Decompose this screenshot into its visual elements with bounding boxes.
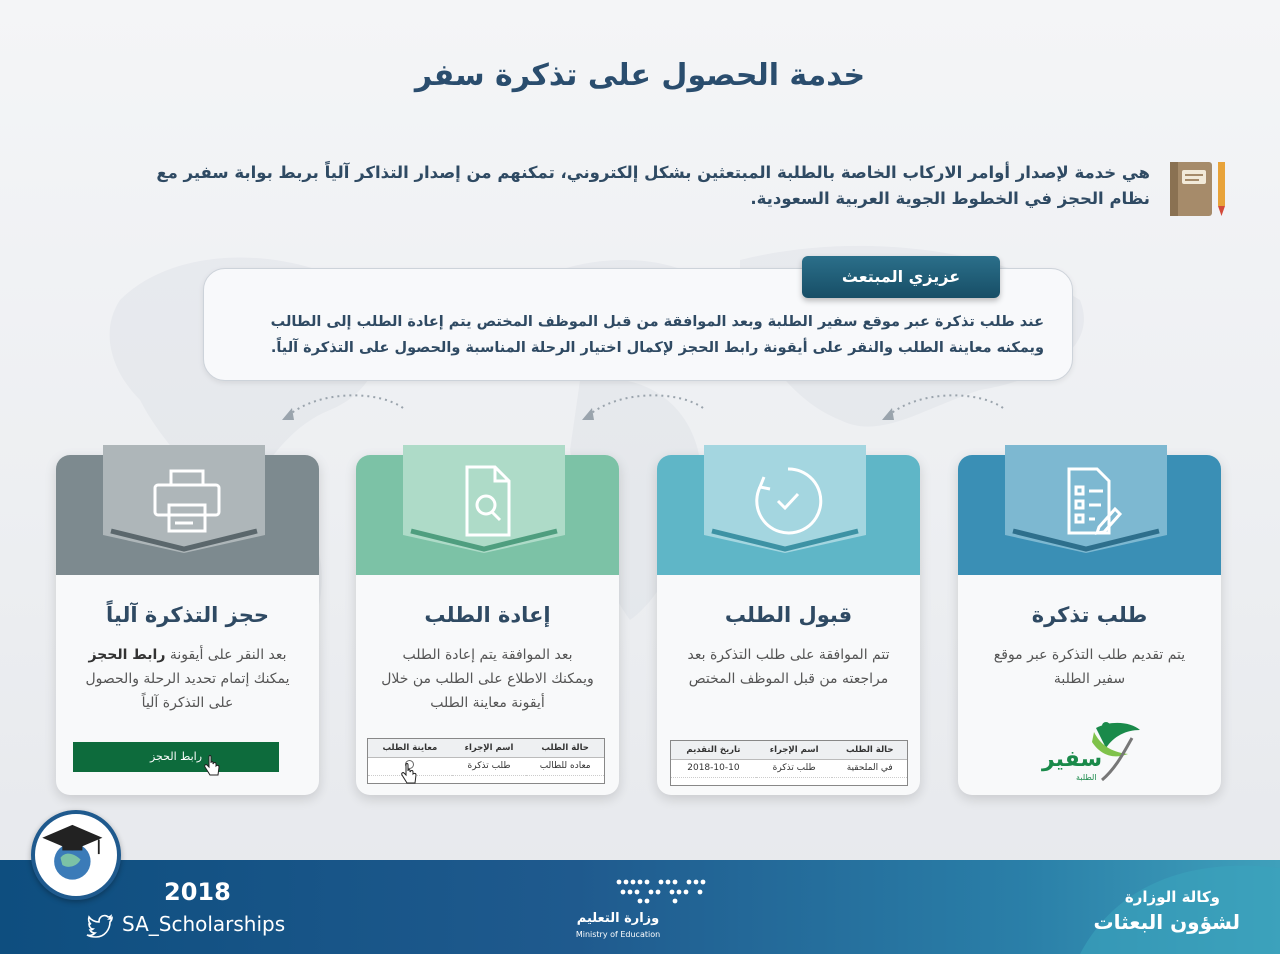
checklist-icon: [1049, 461, 1129, 541]
check-circle-icon: [748, 461, 828, 541]
table-header: تاريخ التقديم: [671, 741, 756, 759]
step-title: طلب تذكرة: [1031, 603, 1148, 627]
table-cell: طلب تذكرة: [756, 759, 833, 777]
twitter-handle[interactable]: SA_Scholarships: [122, 912, 286, 936]
hand-cursor-icon: [203, 755, 221, 777]
table-row: [671, 759, 907, 777]
safeer-logo-sub: الطلبة: [1076, 773, 1097, 782]
safeer-logo-word: سفير: [1042, 747, 1103, 772]
flow-arrow: [278, 390, 408, 426]
graduation-cap-icon: [35, 814, 117, 896]
agency-line-1: وكالة الوزارة: [1124, 888, 1220, 906]
table-header: حالة الطلب: [832, 741, 907, 759]
table-cell: 2018-10-10: [671, 759, 756, 777]
scholarships-emblem: [31, 810, 121, 900]
flow-arrow: [578, 390, 708, 426]
step-title: حجز التذكرة آلياً: [106, 603, 269, 627]
table-cell: طلب تذكرة: [452, 757, 527, 775]
table-header: معاينة الطلب: [368, 739, 452, 757]
request-status-table: [670, 740, 908, 786]
hand-cursor-icon: [400, 763, 418, 785]
table-header: اسم الإجراء: [452, 739, 527, 757]
step-title: قبول الطلب: [724, 603, 853, 627]
table-header: اسم الإجراء: [756, 741, 833, 759]
table-header: حالة الطلب: [526, 739, 604, 757]
page-title: خدمة الحصول على تذكرة سفر: [414, 58, 866, 93]
ministry-name-arabic: وزارة التعليم: [576, 911, 660, 926]
ministry-logo-dots: [615, 874, 707, 904]
footer-year: 2018: [164, 878, 231, 906]
step-title: إعادة الطلب: [424, 603, 551, 627]
agency-line-2: لشؤون البعثات: [1093, 910, 1240, 934]
twitter-icon: [86, 914, 114, 938]
step-card-return: [356, 455, 619, 795]
step-description: يتم تقديم طلب التذكرة عبر موقع سفير الطلبة: [993, 647, 1186, 687]
table-cell: معاده للطالب: [526, 757, 604, 775]
note-tab: عزيزي المبتعث: [802, 256, 1000, 298]
printer-icon: [147, 461, 227, 541]
booking-link-button[interactable]: رابط الحجز: [73, 742, 279, 772]
step-card-request: [958, 455, 1221, 795]
table-cell: في الملحقية: [832, 759, 907, 777]
step-card-accept: [657, 455, 920, 795]
step-description: تتم الموافقة على طلب التذكرة بعد مراجعته من قبل الموظف المختص: [687, 647, 890, 687]
flow-arrow: [878, 390, 1008, 426]
step-card-booking: [56, 455, 319, 795]
document-search-icon: [447, 461, 527, 541]
footer-curve: [1080, 858, 1280, 954]
notebook-icon: [1166, 160, 1228, 218]
step-description: بعد الموافقة يتم إعادة الطلب ويمكنك الاطلاع على الطلب من خلال أيقونة معاينة الطلب: [381, 647, 594, 711]
note-text: عند طلب تذكرة عبر موقع سفير الطلبة وبعد الموافقة من قبل الموظف المختص يتم إعادة الطلب إلى الطالب ويمكنه معاينة الطلب والنقر على أيقونة رابط الحجز لإكمال اختيار الرحلة المناسبة والحصول على التذكرة آلياً.: [270, 314, 1044, 356]
intro-text: هي خدمة لإصدار أوامر الاركاب الخاصة بالطلبة المبتعثين بشكل إلكتروني، تمكنهم من إصدار التذاكر آلياً بربط بوابة سفير مع نظام الحجز في الخطوط الجوية العربية السعودية.: [156, 163, 1150, 208]
ministry-name-english: Ministry of Education: [575, 930, 661, 939]
step-description: بعد النقر على أيقونة رابط الحجز يمكنك إتمام تحديد الرحلة والحصول على التذكرة آلياً: [85, 647, 290, 711]
